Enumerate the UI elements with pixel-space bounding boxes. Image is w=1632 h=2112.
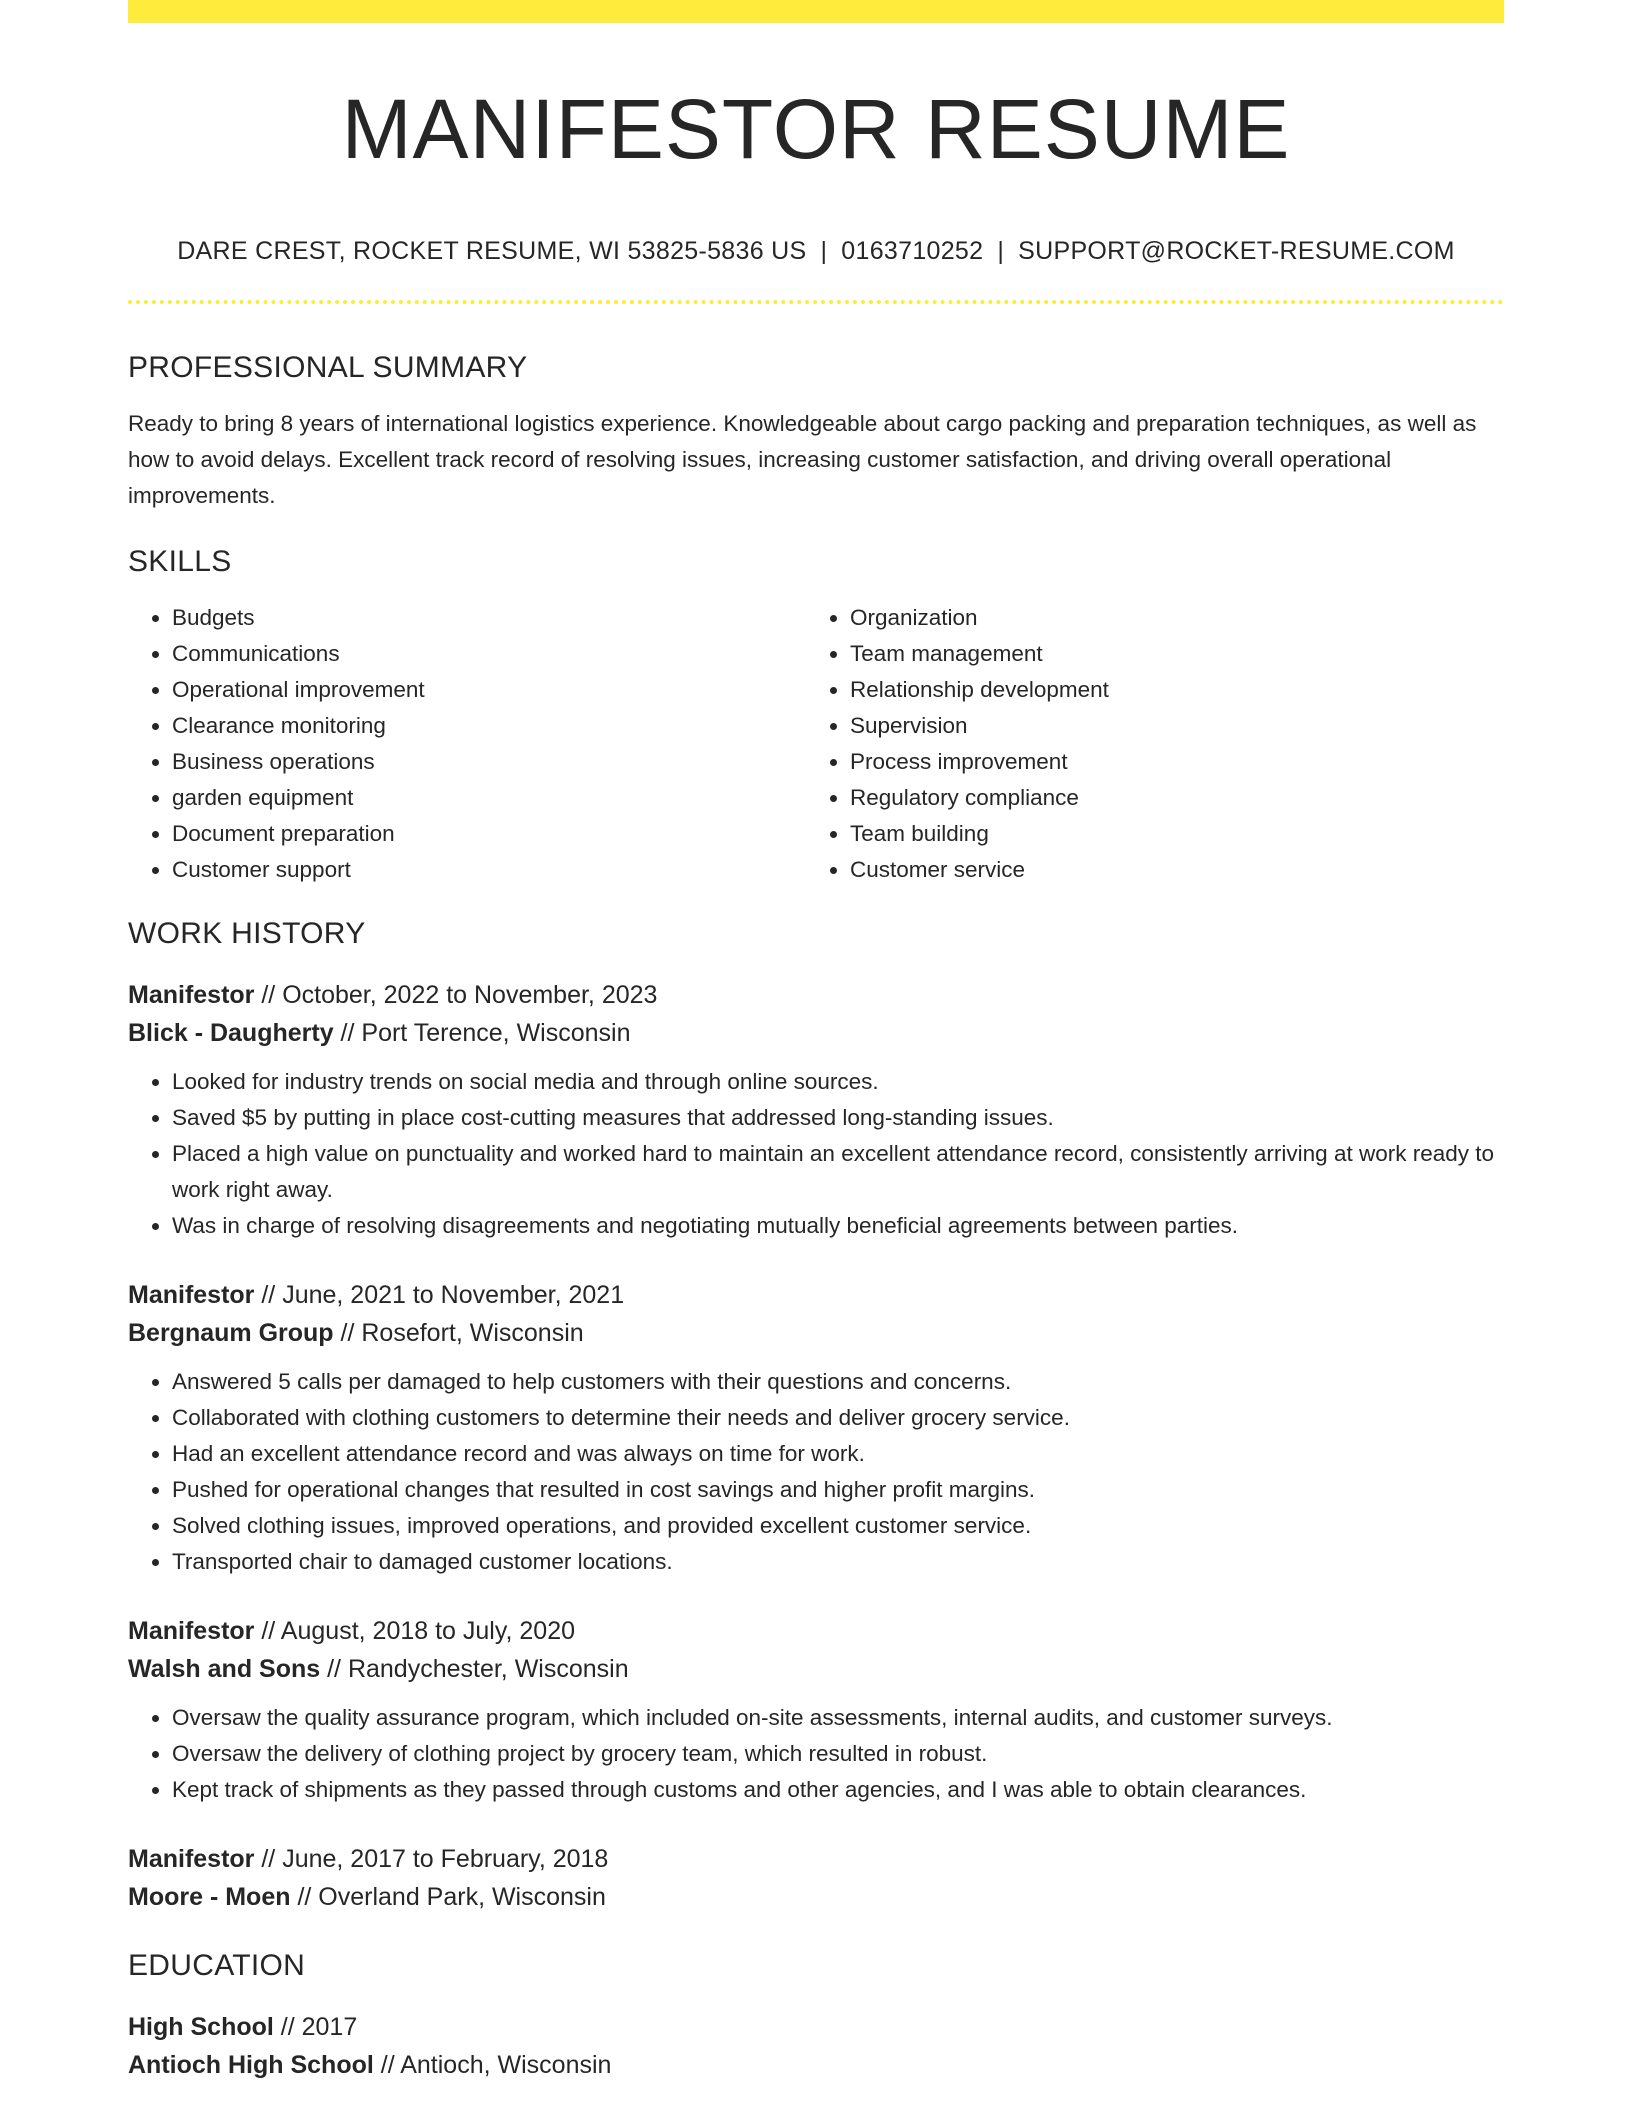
job-entry [128, 1840, 1504, 1916]
job-bullet: • Saved $5 by putting in place cost-cutting measures that addressed long-standing issues. [172, 1100, 1504, 1136]
education-location: // Antioch, Wisconsin [373, 2050, 612, 2079]
dotted-divider [128, 300, 1504, 304]
job-location: // Port Terence, Wisconsin [333, 1018, 631, 1047]
education-heading: EDUCATION [128, 1948, 306, 1982]
job-bullet: • Pushed for operational changes that resulted in cost savings and higher profit margins. [172, 1472, 1504, 1508]
education-entry [128, 2008, 1504, 2084]
job-company-line [128, 1014, 1504, 1052]
skill-item: • Team building [850, 816, 1504, 852]
job-bullet: • Had an excellent attendance record and was always on time for work. [172, 1436, 1504, 1472]
education-school: Antioch High School [128, 2050, 374, 2079]
skill-item: • Budgets [172, 600, 806, 636]
job-dates: // June, 2021 to November, 2021 [254, 1280, 625, 1309]
job-role-line [128, 1840, 1504, 1878]
skills-heading: SKILLS [128, 544, 232, 578]
job-entry [128, 1276, 1504, 1580]
education-year: // 2017 [273, 2012, 358, 2041]
skill-item: • Operational improvement [172, 672, 806, 708]
contact-address: DARE CREST, ROCKET RESUME, WI 53825-5836 US [177, 237, 807, 266]
education-school-line [128, 2046, 1504, 2084]
job-company-line [128, 1878, 1504, 1916]
page-title: MANIFESTOR RESUME [341, 82, 1291, 176]
job-role-line [128, 976, 1504, 1014]
skill-item: • Supervision [850, 708, 1504, 744]
job-bullet: • Placed a high value on punctuality and worked hard to maintain an excellent attendance record, consistently arriving at work ready to work right away. [172, 1136, 1504, 1208]
job-company-line [128, 1650, 1504, 1688]
job-dates: // October, 2022 to November, 2023 [254, 980, 658, 1009]
job-location: // Randychester, Wisconsin [320, 1654, 629, 1683]
contact-phone: 0163710252 [841, 237, 984, 266]
job-bullet: • Was in charge of resolving disagreements and negotiating mutually beneficial agreements between parties. [172, 1208, 1504, 1244]
job-role: Manifestor [128, 1280, 255, 1309]
contact-separator: | [997, 237, 1005, 266]
job-role: Manifestor [128, 1616, 255, 1645]
job-role-line [128, 1276, 1504, 1314]
job-company: Walsh and Sons [128, 1654, 321, 1683]
skill-item: • Organization [850, 600, 1504, 636]
job-company: Bergnaum Group [128, 1318, 334, 1347]
summary-heading: PROFESSIONAL SUMMARY [128, 350, 528, 384]
job-bullet: • Transported chair to damaged customer locations. [172, 1544, 1504, 1580]
skill-item: • Document preparation [172, 816, 806, 852]
job-company-line [128, 1314, 1504, 1352]
skill-item: • Business operations [172, 744, 806, 780]
job-bullets [128, 1700, 1504, 1808]
resume-page [128, 0, 1504, 2084]
job-bullets [128, 1064, 1504, 1244]
skill-item: • Clearance monitoring [172, 708, 806, 744]
job-company: Moore - Moen [128, 1882, 291, 1911]
job-bullets [128, 1364, 1504, 1580]
job-bullet: • Kept track of shipments as they passed through customs and other agencies, and I was able to obtain clearances. [172, 1772, 1504, 1808]
job-dates: // August, 2018 to July, 2020 [254, 1616, 575, 1645]
contact-email: SUPPORT@ROCKET-RESUME.COM [1018, 237, 1455, 266]
job-bullet: • Oversaw the quality assurance program, which included on-site assessments, internal audits, and customer surveys. [172, 1700, 1504, 1736]
skill-item: • Relationship development [850, 672, 1504, 708]
job-bullet: • Looked for industry trends on social media and through online sources. [172, 1064, 1504, 1100]
job-role-line [128, 1612, 1504, 1650]
skill-item: • Customer support [172, 852, 806, 888]
skill-item: • Team management [850, 636, 1504, 672]
job-role: Manifestor [128, 1844, 255, 1873]
skills-list-left [128, 600, 806, 888]
job-bullet: • Answered 5 calls per damaged to help customers with their questions and concerns. [172, 1364, 1504, 1400]
job-entry [128, 1612, 1504, 1808]
job-bullet: • Oversaw the delivery of clothing project by grocery team, which resulted in robust. [172, 1736, 1504, 1772]
skill-item: • Regulatory compliance [850, 780, 1504, 816]
job-entry [128, 976, 1504, 1244]
skills-columns [128, 600, 1504, 888]
skills-list-right [806, 600, 1504, 888]
job-role: Manifestor [128, 980, 255, 1009]
work-history-heading: WORK HISTORY [128, 916, 366, 950]
contact-separator: | [820, 237, 828, 266]
job-bullet: • Solved clothing issues, improved operations, and provided excellent customer service. [172, 1508, 1504, 1544]
summary-text: Ready to bring 8 years of international logistics experience. Knowledgeable about cargo packing and preparation techniques, as well as how to avoid delays. Excellent track record of resolving issues, increasing customer satisfaction, and driving overall operational improvements. [128, 410, 1477, 508]
job-company: Blick - Daugherty [128, 1018, 334, 1047]
skill-item: • Customer service [850, 852, 1504, 888]
skill-item: • Communications [172, 636, 806, 672]
top-accent-bar [128, 0, 1504, 23]
job-bullet: • Collaborated with clothing customers to determine their needs and deliver grocery service. [172, 1400, 1504, 1436]
job-dates: // June, 2017 to February, 2018 [254, 1844, 609, 1873]
job-location: // Rosefort, Wisconsin [333, 1318, 584, 1347]
contact-line [128, 235, 1504, 268]
education-degree: High School [128, 2012, 274, 2041]
skill-item: • Process improvement [850, 744, 1504, 780]
skill-item: • garden equipment [172, 780, 806, 816]
job-location: // Overland Park, Wisconsin [290, 1882, 606, 1911]
education-degree-line [128, 2008, 1504, 2046]
